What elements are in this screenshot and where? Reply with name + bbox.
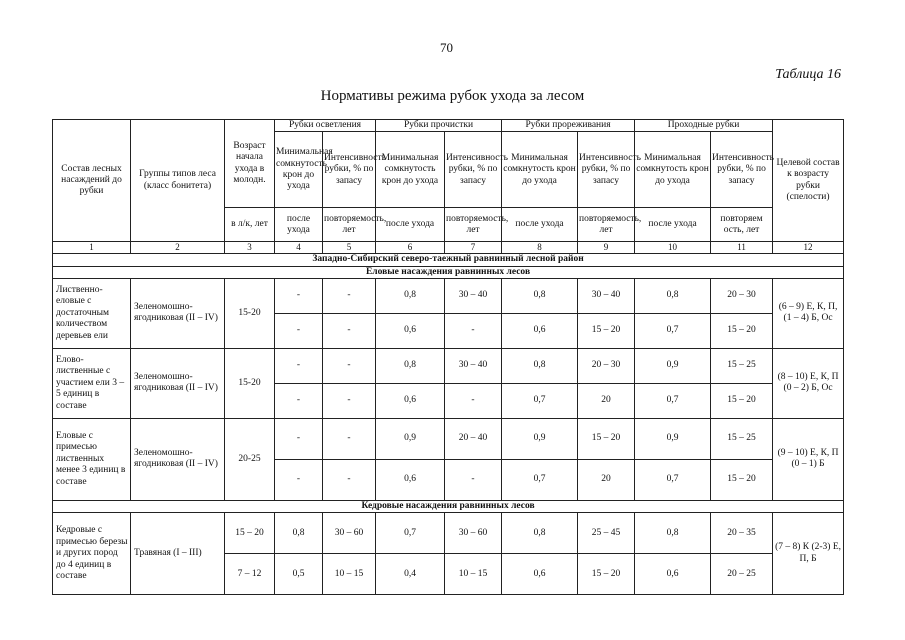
value-cell: 20 – 30: [578, 348, 635, 383]
target-cell: (6 – 9) Е, К, П, (1 – 4) Б, Ос: [773, 278, 844, 348]
value-cell: 20 – 30: [711, 278, 773, 313]
value-cell: -: [323, 418, 376, 459]
column-number: 5: [323, 242, 376, 254]
value-cell: 30 – 40: [445, 348, 502, 383]
forest-type-cell: Зеленомошно-ягодниковая (II – IV): [131, 278, 225, 348]
value-cell: 15 – 20: [578, 418, 635, 459]
forest-type-cell: Травяная (I – III): [131, 513, 225, 595]
value-cell: -: [323, 459, 376, 500]
value-cell: 15 – 20: [578, 313, 635, 348]
value-cell: 0,6: [376, 383, 445, 418]
value-cell: 0,7: [502, 383, 578, 418]
value-cell: 15 – 20: [711, 313, 773, 348]
value-cell: 0,8: [635, 513, 711, 554]
table-label: Таблица 16: [775, 67, 841, 82]
value-cell: 0,7: [502, 459, 578, 500]
section-row: [53, 254, 844, 266]
value-cell: -: [323, 348, 376, 383]
header-min-density: Минимальная сомкнутость крон до ухода: [635, 132, 711, 208]
value-cell: 0,9: [376, 418, 445, 459]
value-cell: -: [323, 278, 376, 313]
column-number: 2: [131, 242, 225, 254]
value-cell: 0,7: [635, 459, 711, 500]
column-number: 7: [445, 242, 502, 254]
table-row: [53, 348, 844, 383]
column-number: 9: [578, 242, 635, 254]
header-row-groups: [53, 120, 844, 132]
table-row: [53, 513, 844, 554]
header-group-passing: Проходные рубки: [635, 120, 773, 132]
forest-type-cell: Зеленомошно-ягодниковая (II – IV): [131, 418, 225, 500]
section-row: [53, 500, 844, 512]
value-cell: -: [275, 348, 323, 383]
value-cell: 0,5: [275, 554, 323, 595]
value-cell: 30 – 60: [323, 513, 376, 554]
age-cell: 15-20: [225, 278, 275, 348]
value-cell: 0,9: [502, 418, 578, 459]
value-cell: 20 – 25: [711, 554, 773, 595]
value-cell: 0,8: [502, 278, 578, 313]
table-title: Нормативы режима рубок ухода за лесом: [320, 88, 585, 104]
value-cell: 0,8: [376, 278, 445, 313]
header-min-density: Минимальная сомкнутость крон до ухода: [376, 132, 445, 208]
header-min-density: Минимальная сомкнутость крон до ухода: [275, 132, 323, 208]
value-cell: 30 – 40: [578, 278, 635, 313]
value-cell: 15 – 20: [578, 554, 635, 595]
age-cell: 15 – 20: [225, 513, 275, 554]
value-cell: -: [323, 383, 376, 418]
composition-cell: Елово-лиственные с участием ели 3 – 5 единиц в составе: [53, 348, 131, 418]
value-cell: 0,9: [635, 418, 711, 459]
value-cell: 20 – 40: [445, 418, 502, 459]
forest-type-cell: Зеленомошно-ягодниковая (II – IV): [131, 348, 225, 418]
value-cell: 20: [578, 383, 635, 418]
header-repeat: повторяем ость, лет: [711, 208, 773, 242]
column-number: 12: [773, 242, 844, 254]
composition-cell: Кедровые с примесью березы и других пород до 4 единиц в составе: [53, 513, 131, 595]
header-composition: Состав лесных насаждений до рубки: [53, 120, 131, 242]
column-number: 11: [711, 242, 773, 254]
age-cell: 7 – 12: [225, 554, 275, 595]
value-cell: 0,6: [635, 554, 711, 595]
table-row: [53, 418, 844, 459]
composition-cell: Еловые с примесью лиственных менее 3 единиц в составе: [53, 418, 131, 500]
value-cell: 15 – 20: [711, 459, 773, 500]
value-cell: -: [275, 278, 323, 313]
value-cell: 10 – 15: [445, 554, 502, 595]
header-intensity: Интенсивность рубки, % по запасу: [578, 132, 635, 208]
value-cell: 0,8: [635, 278, 711, 313]
header-after: после ухода: [275, 208, 323, 242]
value-cell: 15 – 25: [711, 348, 773, 383]
header-repeat: повторяемость, лет: [578, 208, 635, 242]
header-intensity: Интенсивность рубки, % по запасу: [445, 132, 502, 208]
value-cell: 20 – 35: [711, 513, 773, 554]
header-after: после ухода: [502, 208, 578, 242]
table-row: [53, 278, 844, 313]
value-cell: -: [275, 418, 323, 459]
value-cell: -: [445, 459, 502, 500]
value-cell: 0,6: [502, 313, 578, 348]
header-repeat: повторяемость, лет: [445, 208, 502, 242]
value-cell: -: [275, 383, 323, 418]
value-cell: 25 – 45: [578, 513, 635, 554]
header-column-numbers: [53, 242, 844, 254]
value-cell: 0,6: [502, 554, 578, 595]
value-cell: 20: [578, 459, 635, 500]
header-start-age: Возраст начала ухода в молодн.: [225, 120, 275, 208]
header-forest-type: Группы типов леса (класс бонитета): [131, 120, 225, 242]
header-min-density: Минимальная сомкнутость крон до ухода: [502, 132, 578, 208]
value-cell: 0,7: [635, 383, 711, 418]
value-cell: 0,7: [376, 513, 445, 554]
column-number: 4: [275, 242, 323, 254]
value-cell: 15 – 25: [711, 418, 773, 459]
value-cell: 0,6: [376, 459, 445, 500]
page-number: 70: [440, 40, 453, 55]
header-after: после ухода: [376, 208, 445, 242]
value-cell: -: [445, 383, 502, 418]
column-number: 1: [53, 242, 131, 254]
value-cell: -: [275, 459, 323, 500]
norms-table: [52, 119, 844, 595]
section-spruce: Еловые насаждения равнинных лесов: [53, 266, 844, 278]
column-number: 6: [376, 242, 445, 254]
value-cell: 10 – 15: [323, 554, 376, 595]
header-target: Целевой состав к возрасту рубки (спелости): [773, 120, 844, 242]
header-intensity: Интенсивность рубки, % по запасу: [711, 132, 773, 208]
header-age-unit: в л/к, лет: [225, 208, 275, 242]
target-cell: (9 – 10) Е, К, П (0 – 1) Б: [773, 418, 844, 500]
column-number: 10: [635, 242, 711, 254]
value-cell: 0,8: [275, 513, 323, 554]
header-group-thinning: Рубки прореживания: [502, 120, 635, 132]
column-number: 8: [502, 242, 578, 254]
value-cell: 0,8: [502, 513, 578, 554]
header-intensity: Интенсивность рубки, % по запасу: [323, 132, 376, 208]
header-repeat: повторяемость, лет: [323, 208, 376, 242]
age-cell: 20-25: [225, 418, 275, 500]
value-cell: 0,8: [376, 348, 445, 383]
header-group-clarification: Рубки осветления: [275, 120, 376, 132]
value-cell: -: [275, 313, 323, 348]
value-cell: 30 – 60: [445, 513, 502, 554]
value-cell: 30 – 40: [445, 278, 502, 313]
composition-cell: Лиственно-еловые с достаточным количеством деревьев ели: [53, 278, 131, 348]
target-cell: (7 – 8) К (2-3) Е, П, Б: [773, 513, 844, 595]
value-cell: 0,6: [376, 313, 445, 348]
section-row: [53, 266, 844, 278]
value-cell: 0,9: [635, 348, 711, 383]
age-cell: 15-20: [225, 348, 275, 418]
column-number: 3: [225, 242, 275, 254]
target-cell: (8 – 10) Е, К, П (0 – 2) Б, Ос: [773, 348, 844, 418]
section-region: Западно-Сибирский северо-таежный равнинный лесной район: [53, 254, 844, 266]
value-cell: 0,8: [502, 348, 578, 383]
header-after: после ухода: [635, 208, 711, 242]
value-cell: 0,4: [376, 554, 445, 595]
value-cell: 15 – 20: [711, 383, 773, 418]
header-group-cleaning: Рубки прочистки: [376, 120, 502, 132]
value-cell: 0,7: [635, 313, 711, 348]
value-cell: -: [323, 313, 376, 348]
value-cell: -: [445, 313, 502, 348]
section-cedar: Кедровые насаждения равнинных лесов: [53, 500, 844, 512]
